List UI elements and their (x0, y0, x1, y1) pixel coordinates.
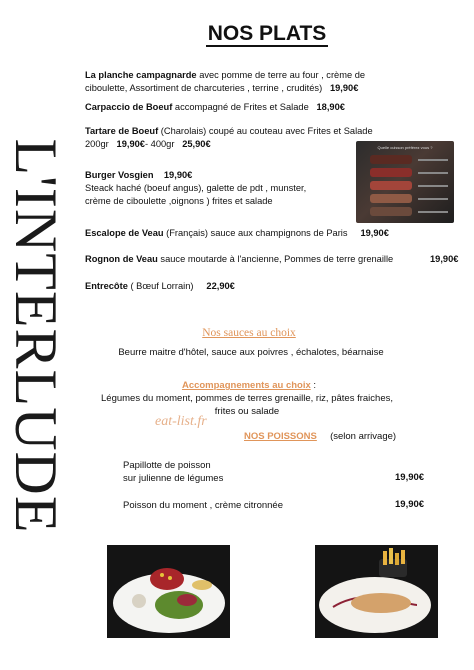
dish-price: 18,90€ (316, 102, 345, 112)
portion-b: - 400gr (144, 139, 175, 149)
dish-burger (85, 169, 306, 208)
dish-desc: (Charolais) coupé au couteau avec Frites et Salade (158, 126, 373, 136)
tartare-plate-photo (107, 545, 230, 638)
dish-desc: sauce moutarde à l'ancienne, Pommes de terre grenaille (157, 254, 394, 264)
dish-escalope (85, 227, 389, 240)
dish-carpaccio (85, 101, 345, 114)
dish-desc: ( Bœuf Lorrain) (127, 281, 194, 291)
fish-plate-photo (315, 545, 438, 638)
dish-price: 19,90€ (163, 170, 193, 180)
dish-price: 19,90€ (430, 254, 459, 264)
fish-moment-price: 19,90€ (395, 499, 425, 510)
fish-papillotte (123, 459, 223, 485)
dish-entrecote (85, 280, 235, 293)
dish-desc-1: Steack haché (boeuf angus), galette de pdt , munster, (85, 183, 307, 193)
accompagnements-line-1: Légumes du moment, pommes de terres grenaille, riz, pâtes fraiches, (101, 393, 393, 404)
dish-tartare (85, 125, 373, 151)
watermark: eat-list.fr (155, 414, 207, 429)
dish-price: 19,90€ (360, 228, 389, 238)
sauces-text: Beurre maitre d'hôtel, sauce aux poivres , échalotes, béarnaise (118, 347, 384, 358)
steak-doneness-photo (356, 141, 454, 223)
dish-desc: avec pomme de terre au four , crème de (196, 70, 366, 80)
dish-price: 19,90€ (329, 83, 359, 93)
dish-price: 22,90€ (206, 281, 235, 291)
accompagnements-text (10, 392, 474, 418)
dish-desc-2: ciboulette, Assortiment de charcuteries , terrine , crudités) (85, 83, 323, 93)
accompagnements-heading: Accompagnements au choix : (181, 380, 317, 391)
portion-a: 200gr (85, 139, 109, 149)
sauces-heading: Nos sauces au choix (202, 327, 296, 339)
poissons-heading: NOS POISSONS (244, 431, 317, 442)
dish-rognon (85, 253, 474, 266)
poissons-note: (selon arrivage) (330, 431, 397, 442)
portion-a-price: 19,90€ (116, 139, 145, 149)
dish-name: Burger Vosgien (85, 170, 154, 180)
poissons-heading-row (244, 431, 396, 442)
fish-line-1: Poisson du moment , crème citronnée (123, 500, 283, 511)
dish-desc-2: crème de ciboulette ,oignons ) frites et salade (85, 196, 273, 206)
fish-line-1: Papillotte de poisson (123, 460, 211, 471)
dish-name: Entrecôte (85, 281, 128, 291)
dish-desc: (Français) sauce aux champignons de Paris (163, 228, 348, 238)
restaurant-name-vertical: L'INTERLUDE (3, 138, 69, 534)
dish-name: Carpaccio de Boeuf (85, 102, 173, 112)
fish-moment (123, 499, 283, 512)
page-title: NOS PLATS (207, 22, 327, 45)
portion-b-price: 25,90€ (182, 139, 211, 149)
photo-caption: Quelle cuisson préférez vous ? (377, 145, 433, 150)
dish-name: La planche campagnarde (85, 70, 197, 80)
dish-planche (85, 69, 365, 95)
dish-name: Escalope de Veau (85, 228, 164, 238)
fish-papillotte-price: 19,90€ (395, 472, 425, 483)
dish-name: Tartare de Boeuf (85, 126, 159, 136)
dish-desc: accompagné de Frites et Salade (172, 102, 309, 112)
fish-line-2: sur julienne de légumes (123, 473, 224, 484)
accompagnements-line-2: frites ou salade (214, 406, 280, 417)
dish-name: Rognon de Veau (85, 254, 158, 264)
